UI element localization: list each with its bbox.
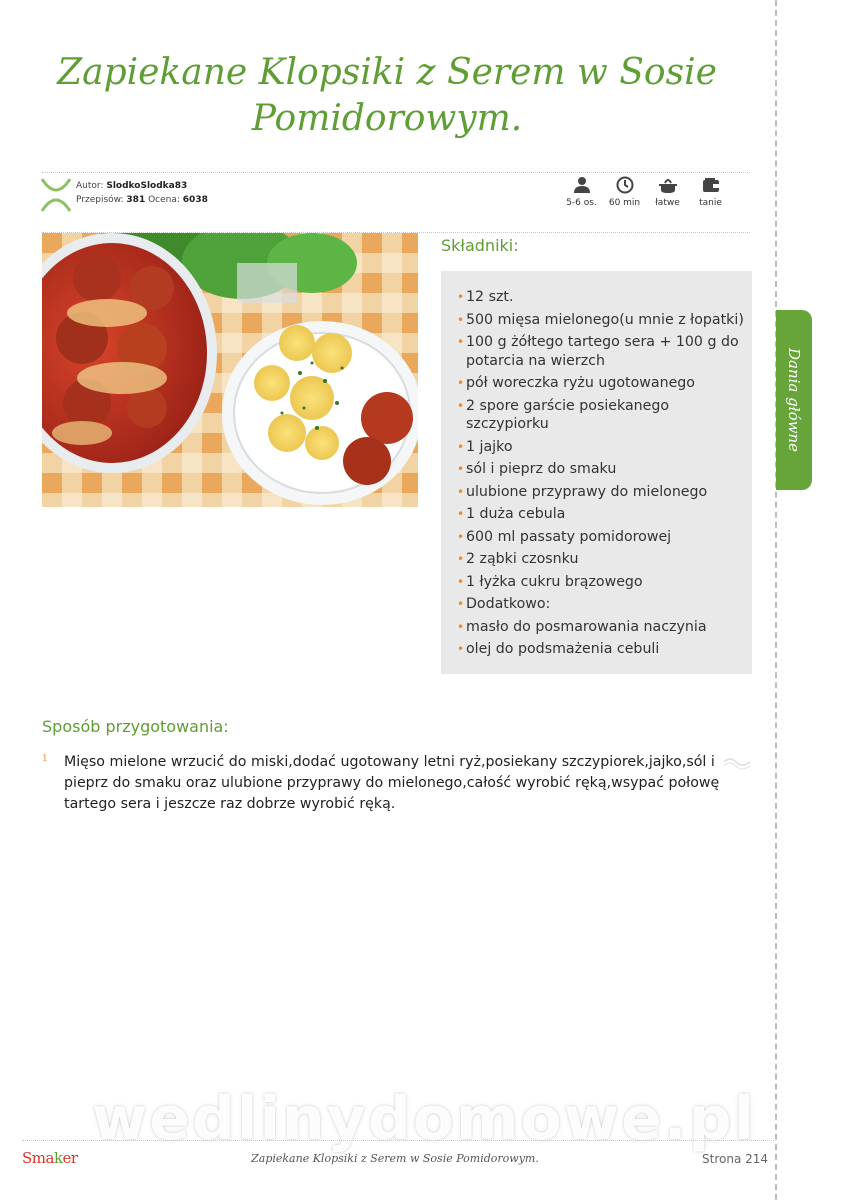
brand-part: Sma <box>22 1149 54 1167</box>
brand-part: k <box>53 1149 63 1167</box>
author-name[interactable]: SlodkoSlodka83 <box>106 181 188 191</box>
recipes-count: 381 <box>126 195 146 205</box>
ingredient-item: • sól i pieprz do smaku <box>457 460 746 479</box>
ingredient-item: • 2 spore garście posiekanego szczypiorku <box>457 397 746 434</box>
ingredient-item: • olej do podsmażenia cebuli <box>457 640 746 659</box>
category-tab[interactable] <box>776 310 812 490</box>
ingredient-item: • 100 g żółtego tartego sera + 100 g do potarcia na wierzch <box>457 333 746 370</box>
ingredient-item: • ulubione przyprawy do mielonego <box>457 483 746 502</box>
recipe-stats <box>560 176 732 208</box>
ingredient-item: • 500 mięsa mielonego(u mnie z łopatki) <box>457 311 746 330</box>
pot-icon <box>658 176 678 194</box>
stat-time <box>603 176 646 208</box>
ingredient-item: • pół woreczka ryżu ugotowanego <box>457 374 746 393</box>
ingredient-item: • 1 jajko <box>457 438 746 457</box>
category-tab-label: Dania główne <box>785 347 804 453</box>
stat-cost-label: tanie <box>699 198 722 208</box>
dish-photo <box>42 233 418 507</box>
ingredient-item: • 1 duża cebula <box>457 505 746 524</box>
ingredient-item: • 12 szt. <box>457 288 746 307</box>
footer-divider <box>22 1140 774 1141</box>
stat-difficulty-label: łatwe <box>655 198 680 208</box>
ingredient-item: • 1 łyżka cukru brązowego <box>457 573 746 592</box>
stat-cost <box>689 176 732 208</box>
ingredient-item: • 2 ząbki czosnku <box>457 550 746 569</box>
author-label: Autor: <box>76 181 104 191</box>
ingredient-item: • 600 ml passaty pomidorowej <box>457 528 746 547</box>
ingredient-item: • masło do posmarowania naczynia <box>457 618 746 637</box>
cut-line <box>775 0 777 1200</box>
page-number: Strona 214 <box>702 1152 769 1166</box>
recipes-label: Przepisów: <box>76 195 124 205</box>
rating-label: Ocena: <box>148 195 180 205</box>
ingredients-box <box>441 271 752 674</box>
recipe-title: Zapiekane Klopsiki z Serem w Sosie Pomidorowym. <box>57 52 717 139</box>
clock-icon <box>616 176 634 194</box>
author-info <box>76 179 208 207</box>
brand-part: er <box>62 1149 78 1167</box>
stat-time-label: 60 min <box>608 198 641 208</box>
smaker-logo <box>22 1149 78 1167</box>
ingredients-list <box>457 288 746 659</box>
stat-servings <box>560 176 603 208</box>
preparation-heading: Sposób przygotowania: <box>42 717 229 736</box>
smaker-logo-icon <box>40 177 72 213</box>
wallet-icon <box>702 176 720 194</box>
step-text: Mięso mielone wrzucić do miski,dodać ugotowany letni ryż,posiekany szczypiorek,jajko,sól i pieprz do smaku oraz ulubione przyprawy do mielonego,całość wyrobić ręką,wsypać połowę tartego sera i jeszcze raz dobrze wyrobić ręką. <box>64 754 720 812</box>
divider <box>42 172 750 173</box>
stat-difficulty <box>646 176 689 208</box>
preparation-step <box>42 752 752 815</box>
person-icon <box>573 176 591 194</box>
ingredient-item: • Dodatkowo: <box>457 595 746 614</box>
step-number: 1 <box>42 754 48 764</box>
step-ornament-icon <box>722 754 752 770</box>
stat-servings-label: 5-6 os. <box>566 198 597 208</box>
footer-recipe-title: Zapiekane Klopsiki z Serem w Sosie Pomidorowym. <box>251 1152 539 1165</box>
ingredients-heading: Składniki: <box>441 236 519 255</box>
watermark: wedlinydomowe.pl <box>91 1084 757 1154</box>
recipe-photo <box>42 233 418 507</box>
rating-value: 6038 <box>182 195 208 205</box>
